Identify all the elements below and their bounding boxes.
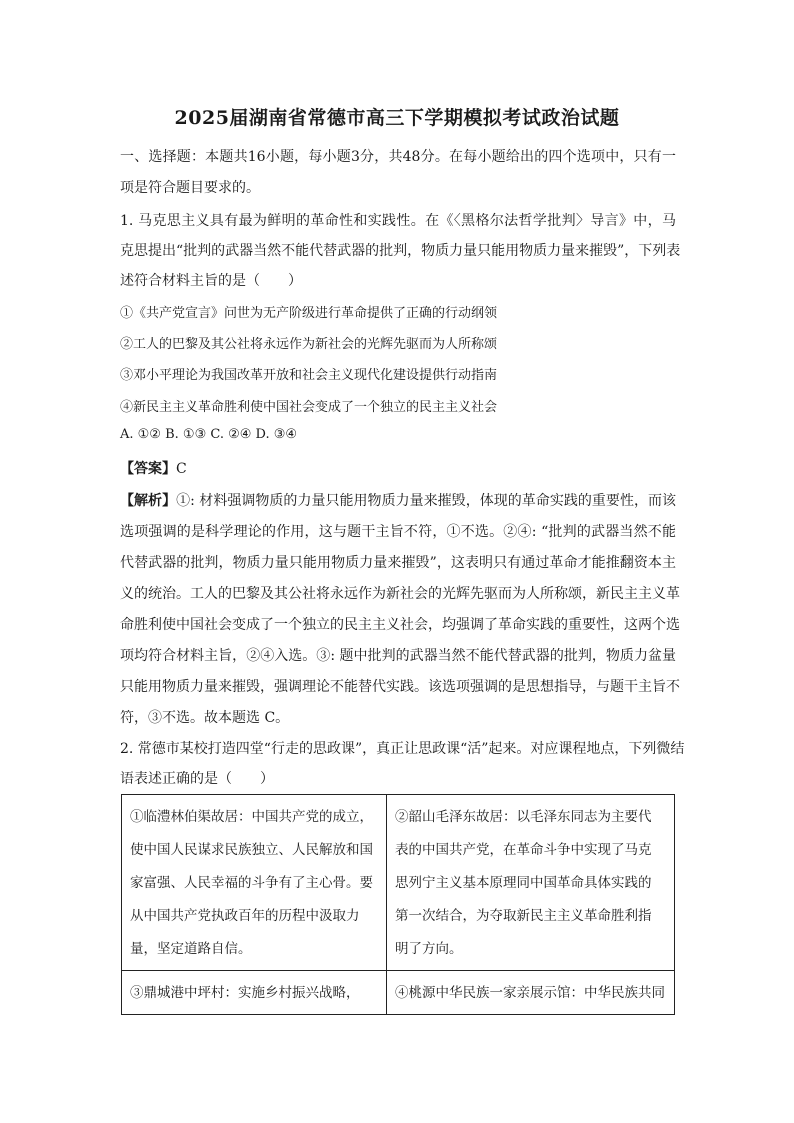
q1-stem-line-3: 述符合材料主旨的是（ ） — [120, 273, 302, 289]
cell4-line: ④桃源中华民族一家亲展示馆：中华民族共同 — [395, 985, 665, 1001]
q1-choices: A. ①② B. ①③ C. ②④ D. ③④ — [120, 427, 298, 442]
q1-analysis-line-6: 项均符合材料主旨，②④入选。③: 题中批判的武器当然不能代替武器的批判，物质力盆量 — [120, 648, 676, 664]
cell3-line: ③鼎城港中坪村：实施乡村振兴战略， — [130, 985, 360, 1001]
q2-table-row — [122, 971, 675, 1015]
section-intro-line-2: 项是符合题目要求的。 — [120, 180, 260, 196]
cell2-line: ②韶山毛泽东故居：以毛泽东同志为主要代 — [395, 809, 652, 825]
analysis-label: 【解析】 — [120, 493, 177, 509]
q1-option-1: ①《共产党宣言》问世为无产阶级进行革命提供了正确的行动纲领 — [120, 306, 498, 321]
q2-table — [121, 794, 675, 1015]
q1-stem-line-2: 克思提出“批判的武器当然不能代替武器的批判，物质力量只能用物质力量来摧毁”，下列表 — [120, 243, 681, 259]
q1-analysis-line-1 — [120, 490, 676, 510]
q1-analysis-line-4: 义的统治。工人的巴黎及其公社将永远作为新社会的光辉先驱而为人所称颂，新民主主义革 — [120, 586, 680, 602]
page-title: 2025届湖南省常德市高三下学期模拟考试政治试题 — [174, 107, 620, 129]
cell1-line: 家富强、人民幸福的斗争有了主心骨。要 — [130, 875, 373, 891]
q1-stem-line-1: 1. 马克思主义具有最为鲜明的革命性和实践性。在《〈黑格尔法哲学批判〉导言》中，马 — [120, 213, 676, 229]
q1-analysis-line-3: 代替武器的批判，物质力量只能用物质力量来摧毁”，这表明只有通过革命才能推翻资本主 — [120, 555, 676, 571]
q1-option-3: ③邓小平理论为我国改革开放和社会主义现代化建设提供行动指南 — [120, 368, 498, 383]
q2-stem-line-2: 语表述正确的是（ ） — [120, 771, 274, 787]
cell1-line: 从中国共产党执政百年的历程中汲取力 — [130, 908, 360, 924]
q2-table-cell-1 — [122, 795, 387, 971]
q1-analysis-line-8: 符，③不选。故本题选 C。 — [120, 710, 290, 726]
q1-option-2: ②工人的巴黎及其公社将永远作为新社会的光辉先驱而为人所称颂 — [120, 337, 498, 352]
section-intro-line-1: 一、选择题：本题共16小题，每小题3分，共48分。在每小题给出的四个选项中，只有一 — [120, 149, 676, 165]
answer-label: 【答案】 — [120, 461, 176, 477]
cell2-line: 明了方向。 — [395, 941, 463, 957]
q2-table-row — [122, 795, 675, 971]
q2-table-cell-2 — [387, 795, 675, 971]
answer-value: C — [176, 461, 187, 477]
cell2-line: 思列宁主义基本原理同中国革命具体实践的 — [395, 875, 652, 891]
cell2-line: 表的中国共产党，在革命斗争中实现了马克 — [395, 842, 652, 858]
q2-stem-line-1: 2. 常德市某校打造四堂“行走的思政课”，真正让思政课“活”起来。对应课程地点，下列微结 — [120, 741, 685, 757]
cell1-line: ①临澧林伯渠故居：中国共产党的成立， — [130, 809, 373, 825]
q1-answer — [120, 458, 676, 478]
q1-analysis-line-2: 选项强调的是科学理论的作用，这与题干主旨不符，①不选。②④: “批判的武器当然不能 — [120, 524, 676, 540]
cell1-line: 使中国人民谋求民族独立、人民解放和国 — [130, 842, 373, 858]
q2-table-cell-4 — [387, 971, 675, 1015]
analysis-text: ①: 材料强调物质的力量只能用物质力量来摧毁，体现的革命实践的重要性，而该 — [176, 493, 677, 509]
q1-analysis-line-7: 只能用物质力量来摧毁，强调理论不能替代实践。该选项强调的是思想指导，与题干主旨不 — [120, 679, 680, 695]
cell1-line: 量，坚定道路自信。 — [130, 941, 252, 957]
cell2-line: 第一次结合，为夺取新民主主义革命胜利指 — [395, 908, 652, 924]
q1-option-4: ④新民主主义革命胜利使中国社会变成了一个独立的民主主义社会 — [120, 400, 498, 415]
q1-analysis-line-5: 命胜利使中国社会变成了一个独立的民主主义社会，均强调了革命实践的重要性，这两个选 — [120, 617, 680, 633]
q2-table-cell-3 — [122, 971, 387, 1015]
